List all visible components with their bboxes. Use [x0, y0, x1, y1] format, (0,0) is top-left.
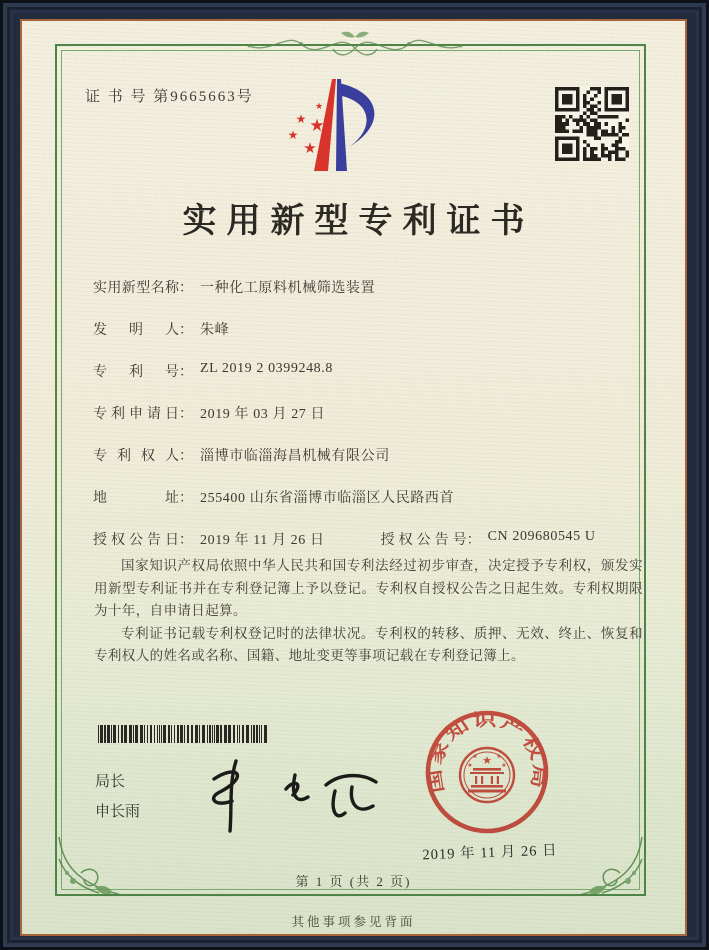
field-label: 发明人 [93, 323, 179, 338]
legal-paragraph: 专利证书记载专利权登记时的法律状况。专利权的转移、质押、无效、终止、恢复和专利权人的姓名或名称、国籍、地址变更等事项记载在专利登记簿上。 [94, 625, 643, 663]
certificate-number: 证 书 号 第9665663号 [85, 89, 254, 105]
field-label: 地址 [93, 491, 179, 506]
svg-text:★: ★ [287, 128, 299, 142]
director-name: 申长雨 [95, 804, 141, 820]
seal-date: 2019 年 11 月 26 日 [422, 842, 558, 864]
field-row: 发明人 ： 朱峰 [93, 319, 633, 361]
field-label: 专利申请日 [93, 407, 179, 422]
field-value: 朱峰 [200, 323, 230, 338]
field-label: 专利权人 [93, 449, 179, 464]
page-indicator: 第 1 页 (共 2 页) [295, 874, 412, 889]
director-signature-icon [194, 749, 389, 841]
svg-text:★: ★ [482, 754, 492, 767]
field-value: 2019 年 11 月 26 日 [200, 533, 325, 548]
field-value: 一种化工原料机械筛选装置 [200, 281, 376, 296]
svg-text:★: ★ [472, 753, 478, 760]
field-label: 实用新型名称 [93, 281, 179, 296]
back-side-note: 其他事项参见背面 [291, 915, 416, 929]
field-row: 地址 ： 255400 山东省淄博市临淄区人民路西首 [93, 487, 633, 529]
field-value: ZL 2019 2 0399248.8 [200, 361, 333, 376]
svg-text:★: ★ [303, 139, 317, 157]
field-value: CN 209680545 U [487, 529, 596, 544]
field-row: 专利权人 ： 淄博市临淄海昌机械有限公司 [93, 445, 633, 487]
field-value: 2019 年 03 月 27 日 [200, 407, 326, 422]
field-row: 授权公告日 ： 2019 年 11 月 26 日 授权公告号 ： CN 209680545 U [93, 529, 596, 548]
field-list [93, 277, 633, 571]
seal-text: 国家知识产权局 [424, 709, 551, 795]
svg-text:★: ★ [309, 116, 325, 136]
official-seal-icon [421, 706, 553, 838]
cnipa-logo-icon [275, 71, 397, 179]
field-label: 专利号 [93, 365, 179, 380]
qr-code-icon [555, 87, 629, 161]
barcode-icon [98, 725, 270, 743]
svg-text:★: ★ [501, 762, 507, 769]
svg-text:★: ★ [496, 753, 502, 760]
svg-text:★: ★ [467, 762, 473, 769]
field-row: 专利号 ： ZL 2019 2 0399248.8 [93, 361, 333, 380]
svg-text:★: ★ [314, 102, 324, 112]
legal-text [94, 555, 643, 668]
legal-paragraph: 国家知识产权局依照中华人民共和国专利法经过初步审查，决定授予专利权，颁发实用新型专利证书并在专利登记簿上予以登记。专利权自授权公告之日起生效。专利权期限为十年，自申请日起算。 [94, 558, 643, 618]
field-value: 淄博市临淄海昌机械有限公司 [200, 449, 390, 464]
certificate-title: 实用新型专利证书 [182, 203, 535, 240]
field-row: 专利申请日 ： 2019 年 03 月 27 日 [93, 403, 633, 445]
svg-text:★: ★ [295, 112, 307, 126]
certificate-paper [20, 19, 687, 936]
director-block [95, 767, 140, 827]
field-row: 实用新型名称 ： 一种化工原料机械筛选装置 [93, 277, 633, 319]
director-title: 局长 [95, 774, 126, 790]
field-label: 授权公告号 [380, 533, 467, 548]
field-label: 授权公告日 [93, 533, 179, 548]
field-value: 255400 山东省淄博市临淄区人民路西首 [200, 491, 455, 506]
